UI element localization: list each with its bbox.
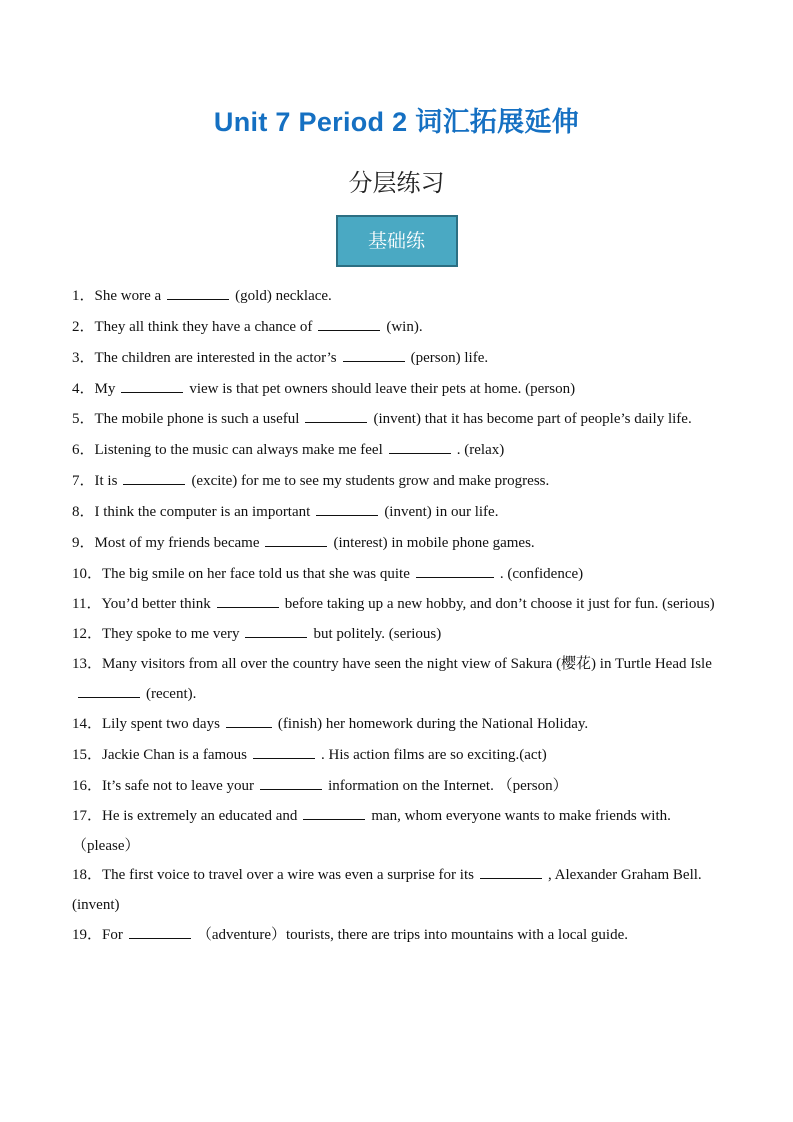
question-7: [72, 466, 724, 496]
answer-blank[interactable]: [416, 565, 494, 578]
question-5: [72, 405, 724, 435]
question-number: 3．: [72, 350, 95, 366]
question-text: The mobile phone is such a useful: [94, 411, 300, 427]
question-18: [72, 861, 724, 920]
answer-blank[interactable]: [265, 534, 327, 547]
answer-blank[interactable]: [121, 380, 183, 393]
question-number: 16．: [72, 778, 103, 794]
question-number: 2．: [72, 319, 95, 335]
question-text: The first voice to travel over a wire was even a surprise for its: [102, 867, 474, 883]
question-number: 17．: [72, 808, 103, 824]
question-text: (finish) her homework during the National Holiday.: [277, 716, 589, 732]
answer-blank[interactable]: [78, 685, 140, 698]
question-text: Most of my friends became: [94, 534, 260, 551]
question-text: He is extremely an educated and: [102, 808, 298, 824]
answer-blank[interactable]: [318, 318, 380, 331]
question-number: 14．: [72, 716, 103, 732]
question-number: 12．: [72, 626, 103, 642]
question-text: You’d better think: [101, 595, 211, 612]
question-number: 9．: [72, 534, 95, 551]
question-text: (win).: [386, 319, 423, 335]
question-text: (recent).: [146, 685, 197, 702]
question-number: 15．: [72, 747, 103, 763]
question-text: She wore a: [94, 288, 162, 304]
question-text: (person) life.: [410, 350, 489, 366]
question-8: [72, 497, 724, 527]
answer-blank[interactable]: [123, 472, 185, 485]
answer-blank[interactable]: [129, 926, 191, 939]
question-text: The big smile on her face told us that she was quite: [102, 565, 410, 582]
question-13: [72, 650, 724, 709]
question-number: 4．: [72, 381, 95, 397]
question-text: The children are interested in the actor’s: [94, 350, 337, 366]
question-number: 11．: [72, 595, 102, 612]
question-number: 18．: [72, 867, 103, 883]
question-number: 7．: [72, 472, 95, 489]
answer-blank[interactable]: [343, 349, 405, 362]
answer-blank[interactable]: [389, 441, 451, 454]
question-text: (gold) necklace.: [235, 288, 332, 304]
question-11: [72, 590, 724, 620]
question-text: It’s safe not to leave your: [102, 778, 255, 794]
question-number: 6．: [72, 441, 95, 458]
question-text: before taking up a new hobby, and don’t choose it just for fun. (serious): [284, 595, 715, 612]
question-number: 13．: [72, 656, 103, 672]
question-text: My: [94, 381, 116, 397]
answer-blank[interactable]: [303, 807, 365, 820]
question-text: It is: [94, 472, 118, 489]
question-text: (interest) in mobile phone games.: [333, 534, 535, 551]
answer-blank[interactable]: [217, 595, 279, 608]
question-10: [72, 559, 724, 589]
question-12: [72, 619, 724, 649]
question-text: Many visitors from all over the country have seen the night view of Sakura (樱花) in Turtle Head Isle: [102, 656, 712, 672]
question-14: [72, 709, 724, 739]
section-badge-wrapper: [0, 215, 793, 267]
question-16: [72, 771, 724, 801]
question-number: 10．: [72, 565, 103, 582]
question-2: [72, 312, 724, 342]
answer-blank[interactable]: [260, 777, 322, 790]
question-number: 5．: [72, 411, 95, 427]
question-text: . His action films are so exciting.(act): [320, 747, 547, 763]
question-19: [72, 920, 724, 950]
question-text: They all think they have a chance of: [94, 319, 313, 335]
question-text: information on the Internet. （person）: [328, 778, 568, 794]
answer-blank[interactable]: [305, 410, 367, 423]
answer-blank[interactable]: [253, 746, 315, 759]
question-text: . (confidence): [499, 565, 584, 582]
question-number: 8．: [72, 503, 95, 520]
question-text: （adventure）tourists, there are trips into mountains with a local guide.: [196, 927, 629, 943]
question-text: (excite) for me to see my students grow and make progress.: [191, 472, 550, 489]
question-text: (invent) in our life.: [384, 503, 499, 520]
question-number: 19．: [72, 927, 103, 943]
question-6: [72, 435, 724, 465]
answer-blank[interactable]: [480, 866, 542, 879]
answer-blank[interactable]: [245, 625, 307, 638]
question-text: man, whom everyone wants to make friends with.（please）: [72, 808, 671, 854]
question-text: view is that pet owners should leave their pets at home. (person): [189, 381, 576, 397]
question-text: Listening to the music can always make me feel: [94, 441, 383, 458]
answer-blank[interactable]: [226, 715, 272, 728]
question-text: For: [102, 927, 123, 943]
question-text: Jackie Chan is a famous: [102, 747, 247, 763]
question-text: . (relax): [456, 441, 505, 458]
page-title: Unit 7 Period 2 词汇拓展延伸: [213, 107, 580, 137]
question-4: [72, 374, 724, 404]
section-badge: 基础练: [336, 215, 458, 267]
answer-blank[interactable]: [167, 287, 229, 300]
question-text: I think the computer is an important: [94, 503, 311, 520]
page-subtitle: 分层练习: [348, 169, 445, 197]
question-text: (invent) that it has become part of people’s daily life.: [373, 411, 692, 427]
answer-blank[interactable]: [316, 503, 378, 516]
question-text: , Alexander Graham Bell. (invent): [72, 867, 702, 913]
question-9: [72, 528, 724, 558]
question-1: [72, 281, 724, 311]
question-number: 1．: [72, 288, 95, 304]
question-15: [72, 740, 724, 770]
question-3: [72, 343, 724, 373]
question-list: [72, 281, 724, 951]
question-text: but politely. (serious): [313, 626, 442, 642]
question-17: [72, 802, 724, 861]
question-text: Lily spent two days: [102, 716, 220, 732]
question-text: They spoke to me very: [102, 626, 240, 642]
